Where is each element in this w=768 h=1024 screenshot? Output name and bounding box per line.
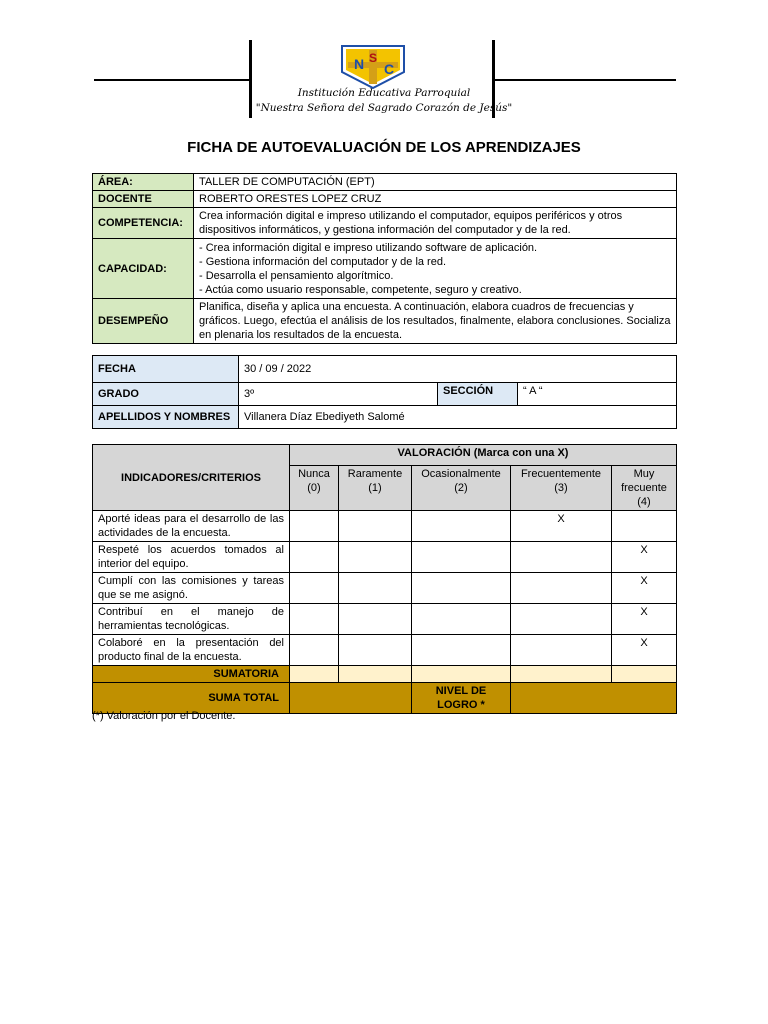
criterion-text: Respeté los acuerdos tomados al interior del equipo.	[93, 542, 290, 573]
mark-cell	[612, 511, 677, 542]
scale-header-muy-frecuente: Muy frecuente (4)	[612, 466, 677, 511]
desempeno-value: Planifica, diseña y aplica una encuesta. A continuación, elabora cuadros de frecuencias y gráficos. Luego, efectúa el análisis de los resultados, finalmente, elabora conclusiones. Socializa en plenaria los resultados de la encuesta.	[194, 299, 677, 344]
grado-value: 3º	[239, 383, 438, 406]
capacidad-item: - Gestiona información del computador y de la red.	[199, 255, 447, 268]
sumatoria-row	[93, 666, 677, 683]
suma-total-label: SUMA TOTAL	[93, 683, 290, 714]
institution-motto: "Nuestra Señora del Sagrado Corazón de Jesús"	[255, 102, 513, 114]
mark-cell	[412, 573, 511, 604]
header-line-left	[94, 79, 252, 81]
header-line-right	[492, 79, 676, 81]
nombres-value: Villanera Díaz Ebediyeth Salomé	[239, 406, 677, 429]
area-label: ÁREA:	[93, 174, 194, 191]
sumatoria-cell	[290, 666, 339, 683]
seccion-label: SECCIÓN	[438, 383, 518, 406]
valoracion-header: VALORACIÓN (Marca con una X)	[290, 445, 677, 466]
suma-total-row	[93, 683, 677, 714]
info-table	[92, 173, 677, 344]
scale-header-ocasionalmente: Ocasionalmente (2)	[412, 466, 511, 511]
seccion-value: “ A “	[518, 383, 677, 406]
nivel-logro-value	[511, 683, 677, 714]
page-title: FICHA DE AUTOEVALUACIÓN DE LOS APRENDIZAJES	[187, 139, 581, 156]
criterion-text: Aporté ideas para el desarrollo de las actividades de la encuesta.	[93, 511, 290, 542]
sumatoria-label: SUMATORIA	[93, 666, 290, 683]
area-value: TALLER DE COMPUTACIÓN (EPT)	[194, 174, 677, 191]
mark-cell	[511, 573, 612, 604]
sumatoria-cell	[612, 666, 677, 683]
mark-cell: X	[612, 542, 677, 573]
desempeno-label: DESEMPEÑO	[93, 299, 194, 344]
svg-text:S: S	[369, 51, 378, 65]
school-logo	[336, 44, 410, 90]
mark-cell	[290, 604, 339, 635]
sumatoria-cell	[511, 666, 612, 683]
capacidad-label: CAPACIDAD:	[93, 239, 194, 299]
grado-label: GRADO	[93, 383, 239, 406]
table-row	[93, 604, 677, 635]
fecha-value: 30 / 09 / 2022	[239, 356, 677, 383]
docente-value: ROBERTO ORESTES LOPEZ CRUZ	[194, 191, 677, 208]
mark-cell	[339, 511, 412, 542]
mark-cell	[412, 542, 511, 573]
scale-header-raramente: Raramente (1)	[339, 466, 412, 511]
mark-cell	[511, 604, 612, 635]
fecha-label: FECHA	[93, 356, 239, 383]
nivel-logro-label: NIVEL DE LOGRO *	[412, 683, 511, 714]
mark-cell: X	[612, 635, 677, 666]
capacidad-item: - Desarrolla el pensamiento algorítmico.	[199, 269, 394, 282]
table-row	[93, 573, 677, 604]
sumatoria-cell	[339, 666, 412, 683]
mark-cell	[412, 511, 511, 542]
mark-cell	[339, 573, 412, 604]
table-row	[93, 542, 677, 573]
svg-text:N: N	[354, 56, 365, 72]
mark-cell	[412, 604, 511, 635]
mark-cell: X	[612, 573, 677, 604]
suma-total-value	[290, 683, 412, 714]
nombres-label: APELLIDOS Y NOMBRES	[93, 406, 239, 429]
mark-cell	[339, 635, 412, 666]
mark-cell	[290, 542, 339, 573]
criterion-text: Cumplí con las comisiones y tareas que se me asignó.	[93, 573, 290, 604]
svg-text:C: C	[384, 61, 395, 77]
capacidad-item: - Actúa como usuario responsable, competente, seguro y creativo.	[199, 283, 522, 296]
mark-cell: X	[511, 511, 612, 542]
mark-cell: X	[612, 604, 677, 635]
criterion-text: Contribuí en el manejo de herramientas tecnológicas.	[93, 604, 290, 635]
table-row	[93, 635, 677, 666]
table-row	[93, 511, 677, 542]
evaluation-table	[92, 444, 677, 714]
capacidad-item: - Crea información digital e impreso utilizando software de aplicación.	[199, 241, 538, 254]
institution-line1: Institución Educativa Parroquial	[297, 87, 471, 99]
sumatoria-cell	[412, 666, 511, 683]
docente-label: DOCENTE	[93, 191, 194, 208]
competencia-label: COMPETENCIA:	[93, 208, 194, 239]
student-table	[92, 355, 677, 429]
criteria-header: INDICADORES/CRITERIOS	[93, 445, 290, 511]
mark-cell	[290, 511, 339, 542]
mark-cell	[511, 635, 612, 666]
mark-cell	[290, 573, 339, 604]
institution-name	[240, 86, 528, 116]
criterion-text: Colaboré en la presentación del producto final de la encuesta.	[93, 635, 290, 666]
mark-cell	[511, 542, 612, 573]
mark-cell	[290, 635, 339, 666]
mark-cell	[412, 635, 511, 666]
scale-header-frecuentemente: Frecuentemente (3)	[511, 466, 612, 511]
footnote: (*) Valoración por el Docente.	[92, 710, 236, 722]
mark-cell	[339, 542, 412, 573]
scale-header-nunca: Nunca (0)	[290, 466, 339, 511]
mark-cell	[339, 604, 412, 635]
competencia-value: Crea información digital e impreso utilizando el computador, equipos periféricos y otros dispositivos informáticos, y gestiona información del computador y de la red.	[194, 208, 677, 239]
capacidad-value	[194, 239, 677, 299]
